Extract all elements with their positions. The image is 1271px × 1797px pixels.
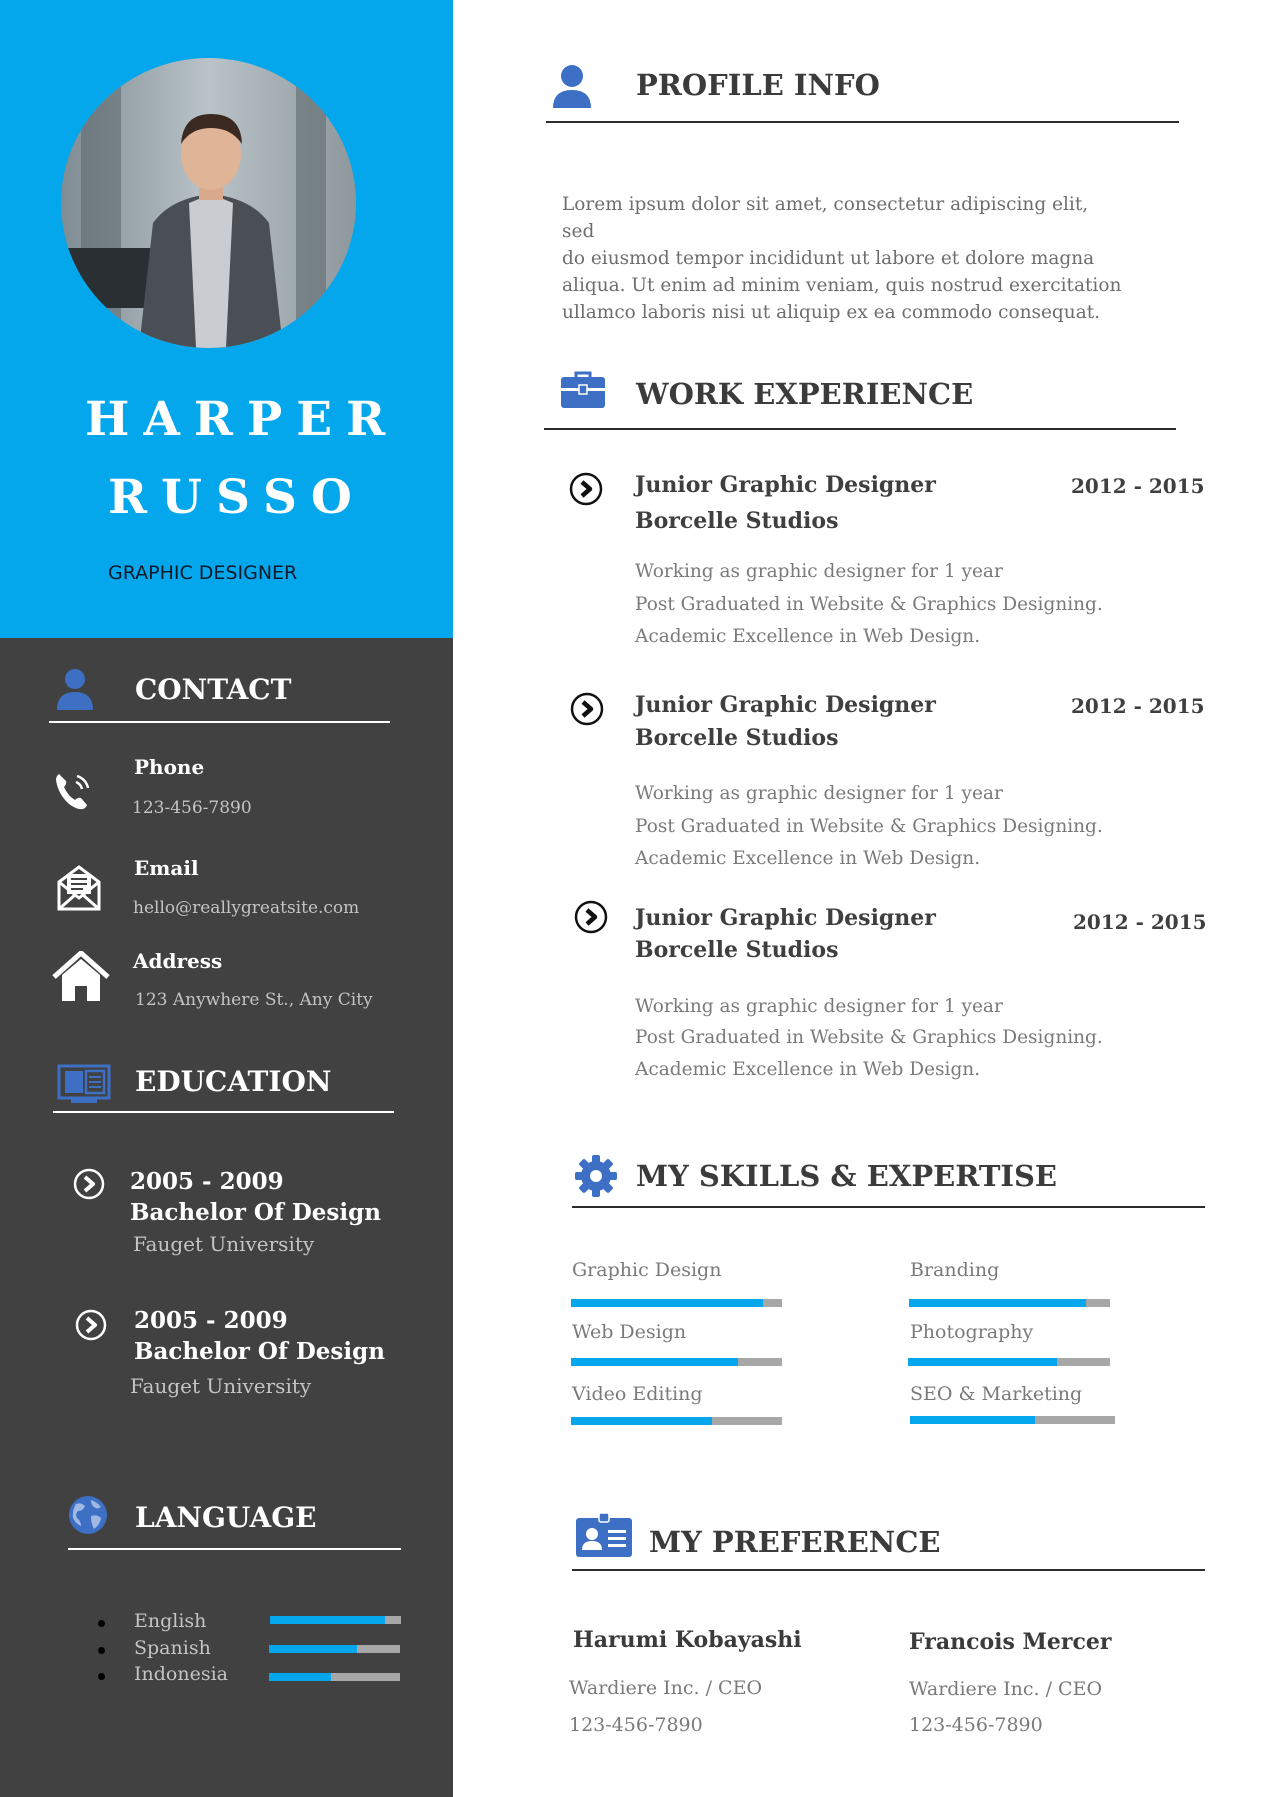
language-bar	[269, 1673, 400, 1681]
job-title: Junior Graphic Designer	[635, 692, 936, 718]
profile-divider	[546, 121, 1179, 123]
id-card-icon	[575, 1512, 633, 1558]
last-name: RUSSO	[108, 470, 366, 525]
profile-line: Lorem ipsum dolor sit amet, consectetur adipiscing elit, sed	[562, 194, 1089, 242]
language-bar-fill	[270, 1616, 385, 1624]
chevron-circle-icon	[574, 900, 608, 934]
list-bullet	[98, 1673, 105, 1680]
contact-divider	[49, 721, 390, 723]
reference-phone: 123-456-7890	[569, 1714, 703, 1736]
work-heading: WORK EXPERIENCE	[636, 377, 974, 411]
work-divider	[544, 428, 1176, 430]
chevron-circle-icon	[73, 1168, 105, 1200]
job-description-line: Working as graphic designer for 1 year	[635, 783, 1003, 804]
job-title: Junior Graphic Designer	[635, 472, 936, 498]
reference-company: Wardiere Inc. / CEO	[909, 1678, 1103, 1700]
job-company: Borcelle Studios	[635, 725, 839, 751]
skill-name: Video Editing	[572, 1383, 703, 1405]
job-description-line: Academic Excellence in Web Design.	[635, 1059, 981, 1080]
reference-company: Wardiere Inc. / CEO	[569, 1677, 763, 1699]
address-value: 123 Anywhere St., Any City	[135, 990, 373, 1010]
preference-heading: MY PREFERENCE	[649, 1525, 941, 1559]
language-name: Indonesia	[134, 1663, 228, 1685]
reference-name: Harumi Kobayashi	[573, 1627, 802, 1653]
gear-icon	[574, 1154, 618, 1198]
reference-phone: 123-456-7890	[909, 1714, 1043, 1736]
language-name: English	[134, 1610, 207, 1632]
job-company: Borcelle Studios	[635, 937, 839, 963]
briefcase-icon	[560, 371, 606, 409]
profile-summary	[562, 191, 1122, 326]
phone-label: Phone	[134, 755, 205, 779]
list-bullet	[98, 1647, 105, 1654]
skill-bar	[909, 1299, 1110, 1307]
skill-bar-fill	[910, 1416, 1035, 1424]
skill-bar-fill	[908, 1358, 1057, 1366]
job-years: 2012 - 2015	[1073, 910, 1207, 934]
job-description-line: Academic Excellence in Web Design.	[635, 848, 981, 869]
skill-bar	[910, 1416, 1115, 1424]
skill-bar	[908, 1358, 1110, 1366]
education-divider	[53, 1111, 394, 1113]
address-label: Address	[133, 949, 223, 973]
education-heading: EDUCATION	[135, 1065, 332, 1098]
skill-bar	[571, 1358, 782, 1366]
reference-name: Francois Mercer	[909, 1629, 1112, 1655]
profile-line: do eiusmod tempor incididunt ut labore et dolore magna	[562, 248, 1095, 269]
education-degree: Bachelor Of Design	[130, 1199, 381, 1226]
education-school: Fauget University	[133, 1232, 315, 1256]
profile-line: aliqua. Ut enim ad minim veniam, quis nostrud exercitation	[562, 275, 1122, 296]
skill-bar-fill	[571, 1358, 738, 1366]
job-description-line: Post Graduated in Website & Graphics Designing.	[635, 594, 1103, 615]
list-bullet	[98, 1620, 105, 1627]
email-label: Email	[134, 856, 199, 880]
skill-bar-fill	[909, 1299, 1086, 1307]
avatar	[61, 58, 356, 348]
language-bar-fill	[269, 1645, 357, 1653]
language-divider	[68, 1548, 401, 1550]
language-name: Spanish	[134, 1637, 211, 1659]
job-description-line: Post Graduated in Website & Graphics Designing.	[635, 816, 1103, 837]
globe-icon	[67, 1494, 109, 1536]
job-title: Junior Graphic Designer	[635, 905, 936, 931]
job-company: Borcelle Studios	[635, 508, 839, 534]
education-years: 2005 - 2009	[130, 1168, 284, 1195]
skill-name: Graphic Design	[572, 1259, 722, 1281]
home-icon	[52, 951, 110, 1001]
job-years: 2012 - 2015	[1071, 694, 1205, 718]
profile-heading: PROFILE INFO	[636, 68, 880, 102]
job-description-line: Working as graphic designer for 1 year	[635, 561, 1003, 582]
email-value[interactable]: hello@reallygreatsite.com	[133, 898, 360, 918]
job-description-line: Working as graphic designer for 1 year	[635, 996, 1003, 1017]
job-years: 2012 - 2015	[1071, 474, 1205, 498]
language-heading: LANGUAGE	[135, 1501, 317, 1534]
skills-divider	[572, 1206, 1205, 1208]
phone-icon	[53, 770, 93, 812]
job-title: GRAPHIC DESIGNER	[108, 562, 298, 584]
skills-heading: MY SKILLS & EXPERTISE	[636, 1159, 1058, 1193]
chevron-circle-icon	[75, 1309, 107, 1341]
skill-name: Photography	[910, 1321, 1034, 1343]
skill-bar-fill	[571, 1299, 763, 1307]
profile-person-icon	[552, 64, 592, 108]
first-name: HARPER	[85, 392, 400, 447]
language-bar	[270, 1616, 401, 1624]
job-description-line: Post Graduated in Website & Graphics Designing.	[635, 1027, 1103, 1048]
profile-line: ullamco laboris nisi ut aliquip ex ea commodo consequat.	[562, 302, 1101, 323]
skill-bar-fill	[571, 1417, 712, 1425]
skill-bar	[571, 1299, 782, 1307]
contact-heading: CONTACT	[135, 673, 292, 706]
skill-name: Web Design	[572, 1321, 687, 1343]
education-years: 2005 - 2009	[134, 1307, 288, 1334]
chevron-circle-icon	[569, 472, 603, 506]
skill-name: SEO & Marketing	[910, 1383, 1083, 1405]
job-description-line: Academic Excellence in Web Design.	[635, 626, 981, 647]
education-school: Fauget University	[130, 1374, 312, 1398]
education-degree: Bachelor Of Design	[134, 1338, 385, 1365]
skill-bar	[571, 1417, 782, 1425]
contact-person-icon	[55, 668, 95, 710]
book-icon	[57, 1064, 111, 1104]
language-bar	[269, 1645, 400, 1653]
preference-divider	[572, 1569, 1205, 1571]
chevron-circle-icon	[570, 692, 604, 726]
phone-value: 123-456-7890	[132, 798, 252, 818]
skill-name: Branding	[910, 1259, 1000, 1281]
email-icon	[56, 864, 102, 912]
language-bar-fill	[269, 1673, 331, 1681]
